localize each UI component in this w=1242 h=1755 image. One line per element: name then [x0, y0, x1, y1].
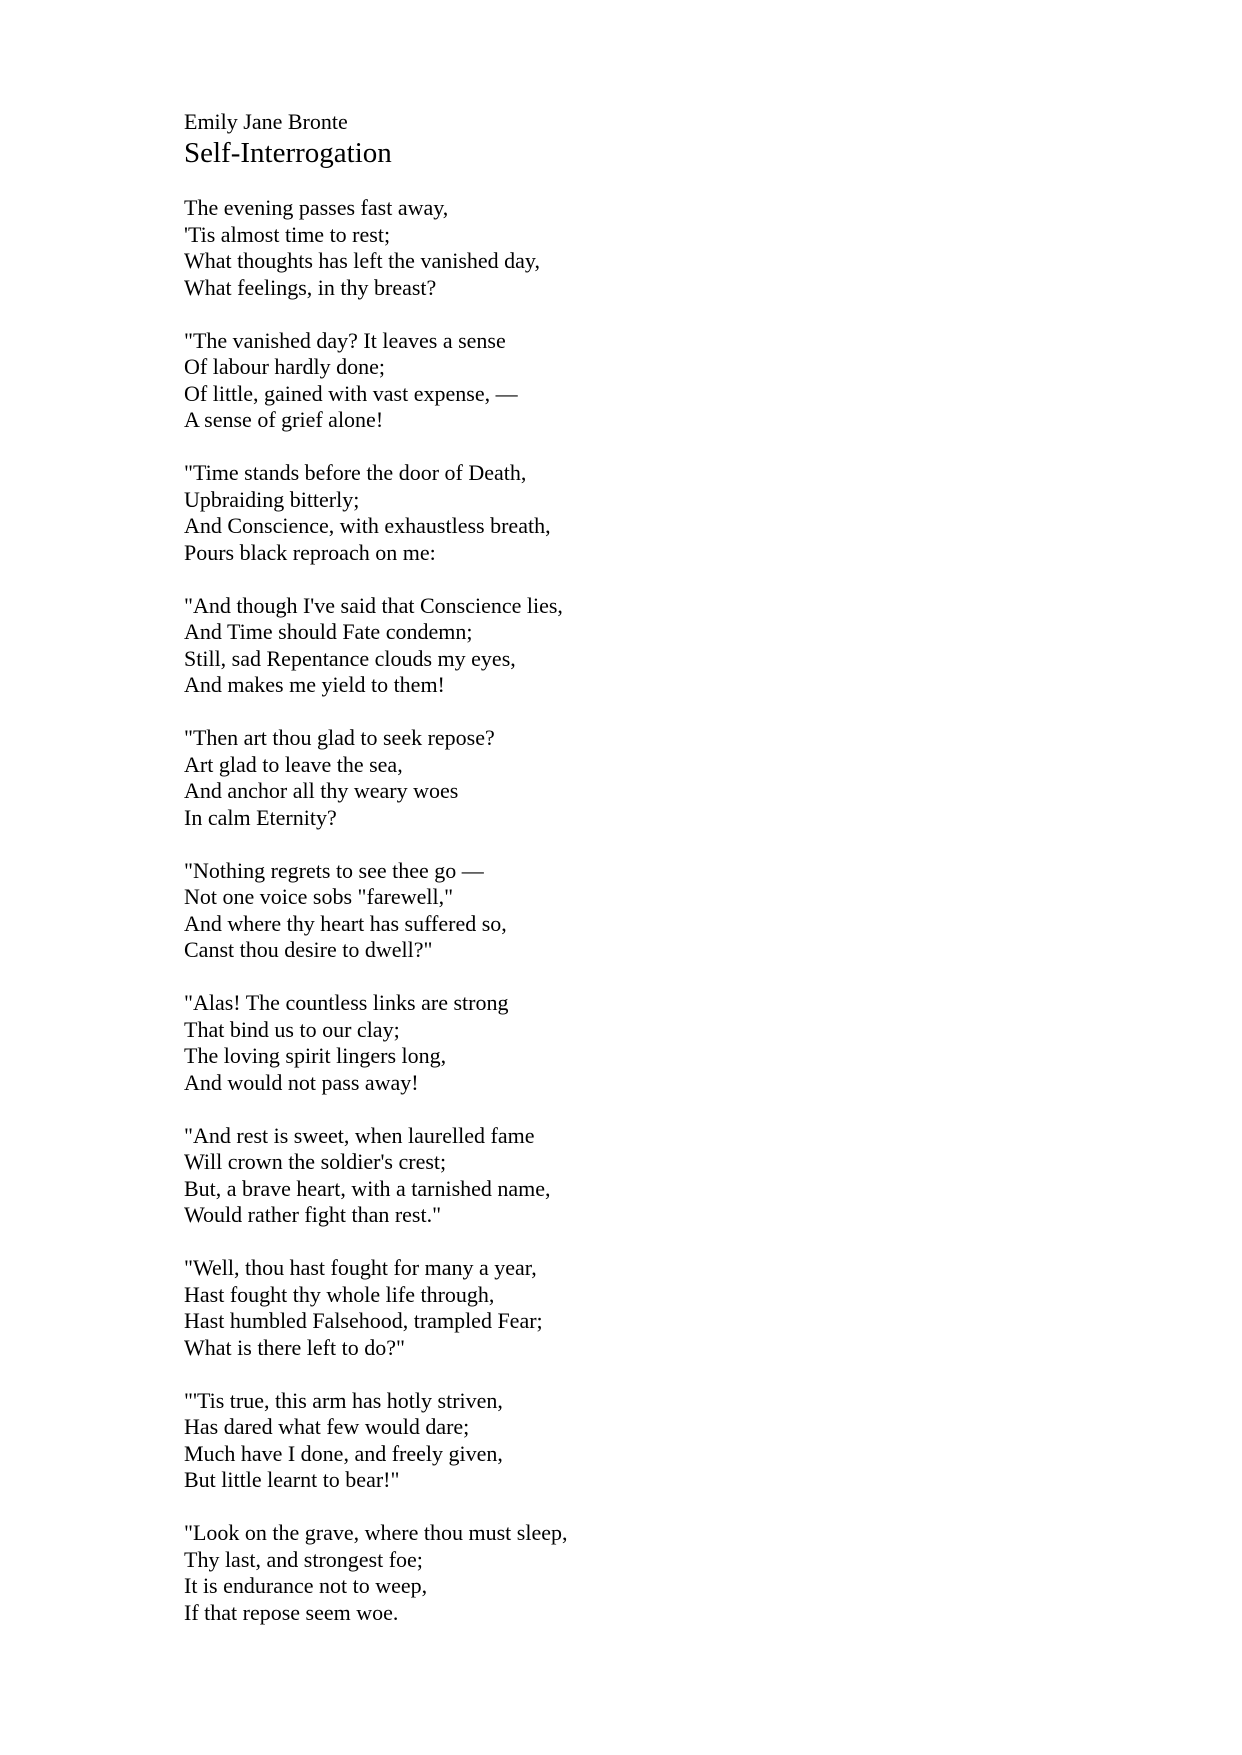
poem-line: A sense of grief alone! [184, 407, 384, 432]
poem-line: "Nothing regrets to see thee go — [184, 857, 484, 883]
poem-line: What thoughts has left the vanished day, [184, 248, 540, 273]
stanza [184, 1255, 1084, 1361]
poem-line: Of little, gained with vast expense, — [184, 380, 518, 406]
poem-line: 'Tis almost time to rest; [184, 221, 391, 247]
poem-line: And Time should Fate condemn; [184, 619, 473, 644]
poem-line: The evening passes fast away, [184, 195, 449, 220]
poem-line: Upbraiding bitterly; [184, 486, 360, 512]
poem-line: That bind us to our clay; [184, 1016, 400, 1042]
poem-line: What feelings, in thy breast? [184, 274, 437, 300]
poem-line: "And though I've said that Conscience lies, [184, 592, 563, 618]
poem-line: Thy last, and strongest foe; [184, 1546, 423, 1572]
poem-line: And would not pass away! [184, 1069, 419, 1095]
poem-line: Hast humbled Falsehood, trampled Fear; [184, 1308, 543, 1333]
poem-line: In calm Eternity? [184, 804, 337, 830]
stanza [184, 1123, 1084, 1229]
poem-line: "Look on the grave, where thou must sleep, [184, 1520, 568, 1545]
poem-line: "Then art thou glad to seek repose? [184, 725, 495, 750]
poem-line: And anchor all thy weary woes [184, 778, 459, 803]
poem-line: "Time stands before the door of Death, [184, 460, 527, 485]
poem-page [184, 108, 1084, 1653]
poem-title: Self-Interrogation [184, 137, 392, 169]
poem-line: But, a brave heart, with a tarnished name, [184, 1175, 551, 1201]
stanza [184, 195, 1084, 301]
poem-line: Canst thou desire to dwell?" [184, 937, 433, 962]
poem-line: Would rather fight than rest." [184, 1202, 442, 1227]
poem-line: "Alas! The countless links are strong [184, 990, 509, 1015]
stanza [184, 328, 1084, 434]
stanza [184, 460, 1084, 566]
poem-line: Has dared what few would dare; [184, 1414, 470, 1439]
poem-line: "Well, thou hast fought for many a year, [184, 1255, 537, 1280]
poem-line: And Conscience, with exhaustless breath, [184, 513, 551, 538]
poem-line: Hast fought thy whole life through, [184, 1281, 495, 1307]
poem-line: But little learnt to bear!" [184, 1467, 400, 1492]
stanza [184, 990, 1084, 1096]
stanza [184, 593, 1084, 699]
poem-line: It is endurance not to weep, [184, 1573, 428, 1598]
stanza [184, 1388, 1084, 1494]
stanza [184, 725, 1084, 831]
stanza [184, 1520, 1084, 1626]
poem-line: If that repose seem woe. [184, 1599, 399, 1625]
poem-line: The loving spirit lingers long, [184, 1043, 447, 1068]
author-name: Emily Jane Bronte [184, 109, 348, 134]
poem-line: Art glad to leave the sea, [184, 751, 403, 777]
stanza [184, 858, 1084, 964]
poem-line: Not one voice sobs "farewell," [184, 884, 454, 909]
poem-line: "The vanished day? It leaves a sense [184, 327, 506, 353]
poem-line: And makes me yield to them! [184, 672, 445, 697]
poem-line: Will crown the soldier's crest; [184, 1149, 447, 1174]
poem-line: Of labour hardly done; [184, 354, 385, 379]
poem-line: Pours black reproach on me: [184, 539, 436, 565]
poem-line: "'Tis true, this arm has hotly striven, [184, 1387, 503, 1413]
poem-line: Much have I done, and freely given, [184, 1440, 503, 1466]
poem-line: Still, sad Repentance clouds my eyes, [184, 645, 516, 671]
poem-line: And where thy heart has suffered so, [184, 910, 507, 936]
poem-line: What is there left to do?" [184, 1334, 405, 1360]
poem-line: "And rest is sweet, when laurelled fame [184, 1122, 535, 1148]
